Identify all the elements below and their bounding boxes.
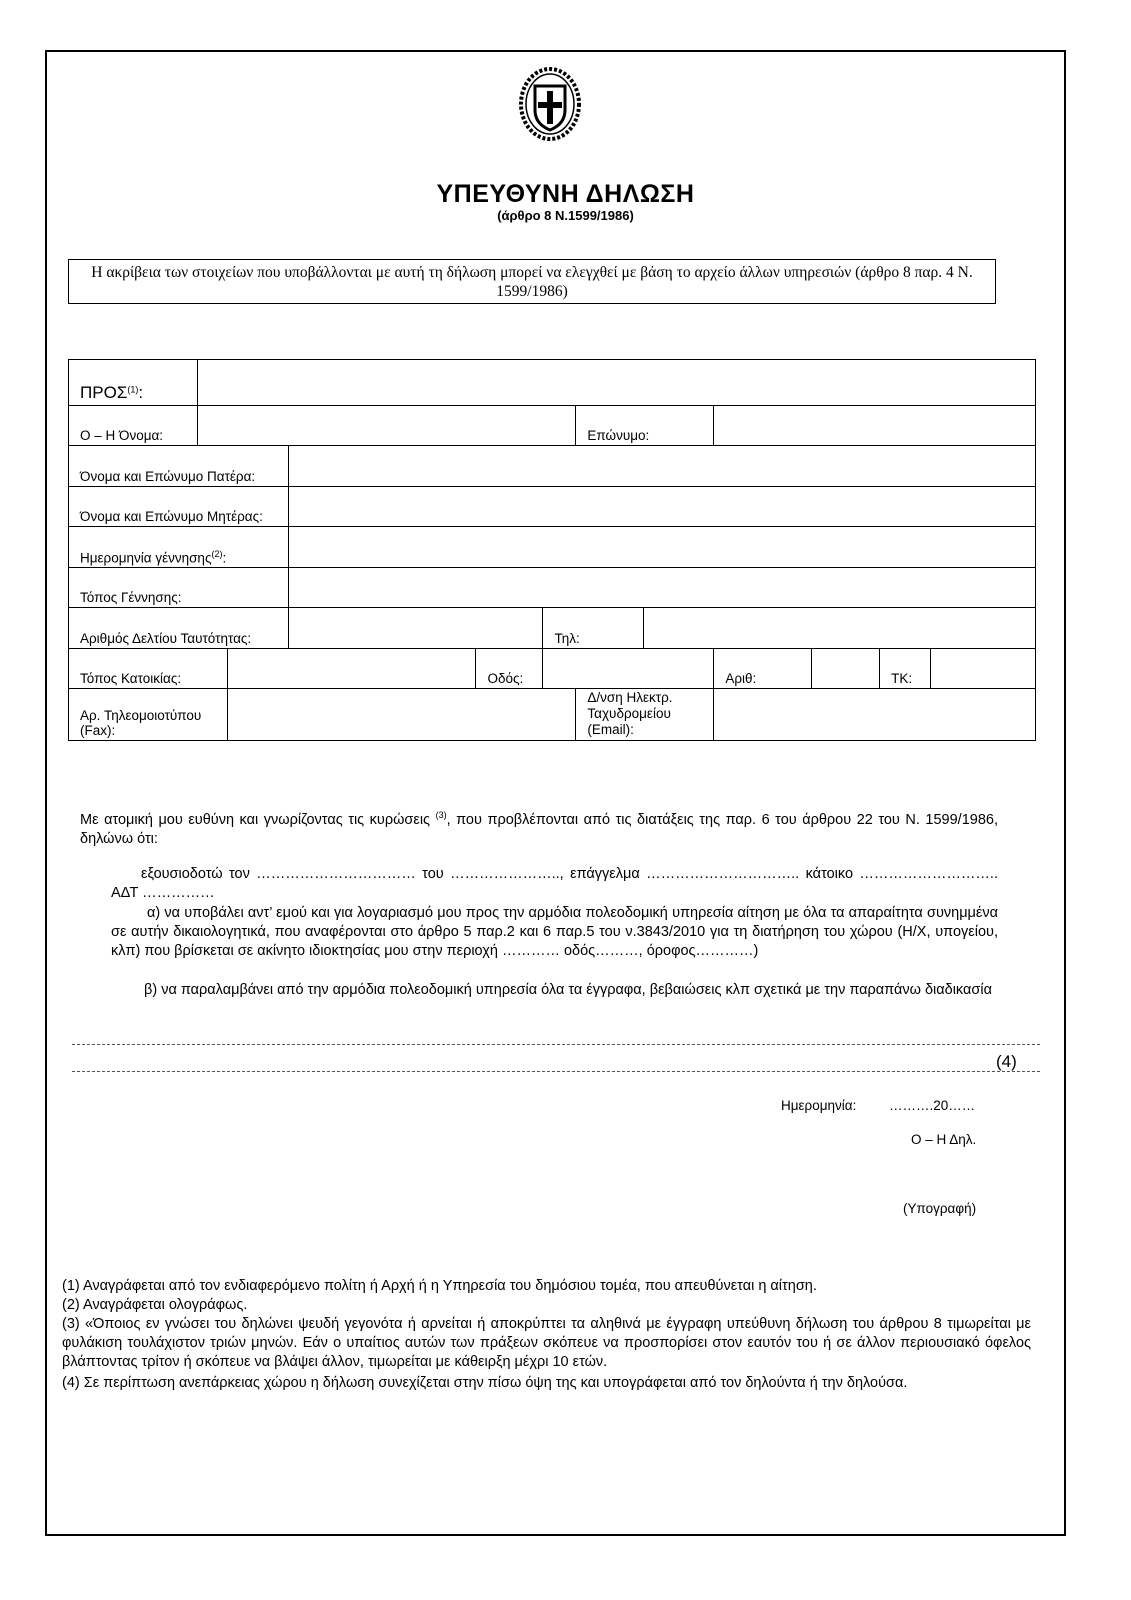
footnote-1: (1) Αναγράφεται από τον ενδιαφερόμενο πολίτη ή Αρχή ή η Υπηρεσία του δημόσιου τομέα, που απευθύνεται η αίτηση.: [62, 1278, 817, 1294]
email-label: Δ/νση Ηλεκτρ. Ταχυδρομείου (Email):: [576, 689, 714, 741]
fax-label: Αρ. Τηλεομοιοτύπου (Fax):: [69, 689, 228, 741]
declarant-details-table: [68, 359, 1036, 741]
footnote-2: (2) Αναγράφεται ολογράφως.: [62, 1297, 248, 1313]
phone-label: Τηλ:: [543, 608, 644, 649]
authorization-line: εξουσιοδοτώ τον …………………………… του ………………….., επάγγελμα ………………………….. κάτοικο ……………………….. ΑΔΤ ……………: [111, 866, 998, 901]
mother-name-label: Όνομα και Επώνυμο Μητέρας:: [69, 487, 289, 527]
greek-coat-of-arms-icon: [518, 66, 582, 142]
pros-label: ΠΡΟΣ$^{(1)}$:: [69, 360, 198, 406]
fax-field[interactable]: [227, 689, 576, 741]
birth-place-field[interactable]: [288, 568, 1035, 608]
id-number-field[interactable]: [288, 608, 543, 649]
email-field[interactable]: [714, 689, 1036, 741]
first-name-label: Ο – Η Όνομα:: [69, 406, 198, 446]
first-name-field[interactable]: [197, 406, 575, 446]
footnote-4: (4) Σε περίπτωση ανεπάρκειας χώρου η δήλωση συνεχίζεται στην πίσω όψη της και υπογράφεται από τον δηλούντα ή την δηλούσα.: [62, 1375, 908, 1391]
last-name-label: Επώνυμο:: [576, 406, 714, 446]
postal-code-label: ΤΚ:: [880, 649, 931, 689]
residence-label: Τόπος Κατοικίας:: [69, 649, 228, 689]
residence-field[interactable]: [227, 649, 476, 689]
pros-field[interactable]: [197, 360, 1035, 406]
number-field[interactable]: [812, 649, 880, 689]
footnote-4-reference: (4): [996, 1052, 1017, 1071]
mother-name-field[interactable]: [288, 487, 1035, 527]
birth-place-label: Τόπος Γέννησης:: [69, 568, 289, 608]
id-number-label: Αριθμός Δελτίου Ταυτότητας:: [69, 608, 289, 649]
declaration-intro: Με ατομική μου ευθύνη και γνωρίζοντας τις κυρώσεις $^{(3)}$, που προβλέπονται από τις διατάξεις της παρ. 6 του άρθρου 22 του Ν. 1599/1986, δηλώνω ότι:: [80, 810, 998, 847]
authorization-item-b: β) να παραλαμβάνει από την αρμόδια πολεοδομική υπηρεσία όλα τα έγγραφα, βεβαιώσεις κλπ σχετικά με την παραπάνω διαδικασία: [144, 982, 992, 998]
page-title: ΥΠΕΥΘΥΝΗ ΔΗΛΩΣΗ: [436, 180, 695, 208]
phone-field[interactable]: [644, 608, 1036, 649]
page-subtitle: (άρθρο 8 Ν.1599/1986): [497, 208, 634, 223]
number-label: Αριθ:: [714, 649, 812, 689]
date-value: ……….20……: [889, 1098, 976, 1113]
authorization-item-a: α) να υποβάλει αντ’ εμού και για λογαριασμό μου προς την αρμόδια πολεοδομική υπηρεσία αίτηση με όλα τα απαραίτητα συνημμένα σε αυτήν δικαιολογητικά, που αναφέρονται στο άρθρο 5 παρ.2 και 6 παρ.5 του ν.3843/2010 για τη διατήρηση του χώρου (Η/Χ, υπογείου, κλπ) που βρίσκεται σε ακίνητο ιδιοκτησίας μου στην περιοχή ………… οδός………, όροφος…………): [111, 905, 998, 959]
footnote-3: (3) «Όποιος εν γνώσει του δηλώνει ψευδή γεγονότα ή αρνείται ή αποκρύπτει τα αληθινά με έγγραφη υπεύθυνη δήλωση του άρθρου 8 τιμωρείται με φυλάκιση τουλάχιστον τριών μηνών. Εάν ο υπαίτιος αυτών των πράξεων σκόπευε να προσπορίσει στον εαυτόν του ή σε άλλον περιουσιακό όφελος βλάπτοντας τρίτον ή σκόπευε να βλάψει άλλον, τιμωρείται με κάθειρξη μέχρι 10 ετών.: [62, 1316, 1031, 1370]
street-label: Οδός:: [476, 649, 543, 689]
father-name-field[interactable]: [288, 446, 1035, 487]
birth-date-field[interactable]: [288, 527, 1035, 568]
last-name-field[interactable]: [714, 406, 1036, 446]
verification-notice: Η ακρίβεια των στοιχείων που υποβάλλονται με αυτή τη δήλωση μπορεί να ελεγχθεί με βάση το αρχείο άλλων υπηρεσιών (άρθρο 8 παρ. 4 Ν. 1599/1986): [68, 259, 996, 304]
dashed-line-2: [72, 1071, 1040, 1072]
dashed-line-1: [72, 1044, 1040, 1045]
street-field[interactable]: [543, 649, 714, 689]
birth-date-label: Ημερομηνία γέννησης$^{(2)}$:: [69, 527, 289, 568]
declarant-label: Ο – Η Δηλ.: [911, 1132, 977, 1147]
father-name-label: Όνομα και Επώνυμο Πατέρα:: [69, 446, 289, 487]
postal-code-field[interactable]: [931, 649, 1036, 689]
signature-label: (Υπογραφή): [903, 1201, 977, 1216]
date-label: Ημερομηνία:: [781, 1098, 857, 1113]
